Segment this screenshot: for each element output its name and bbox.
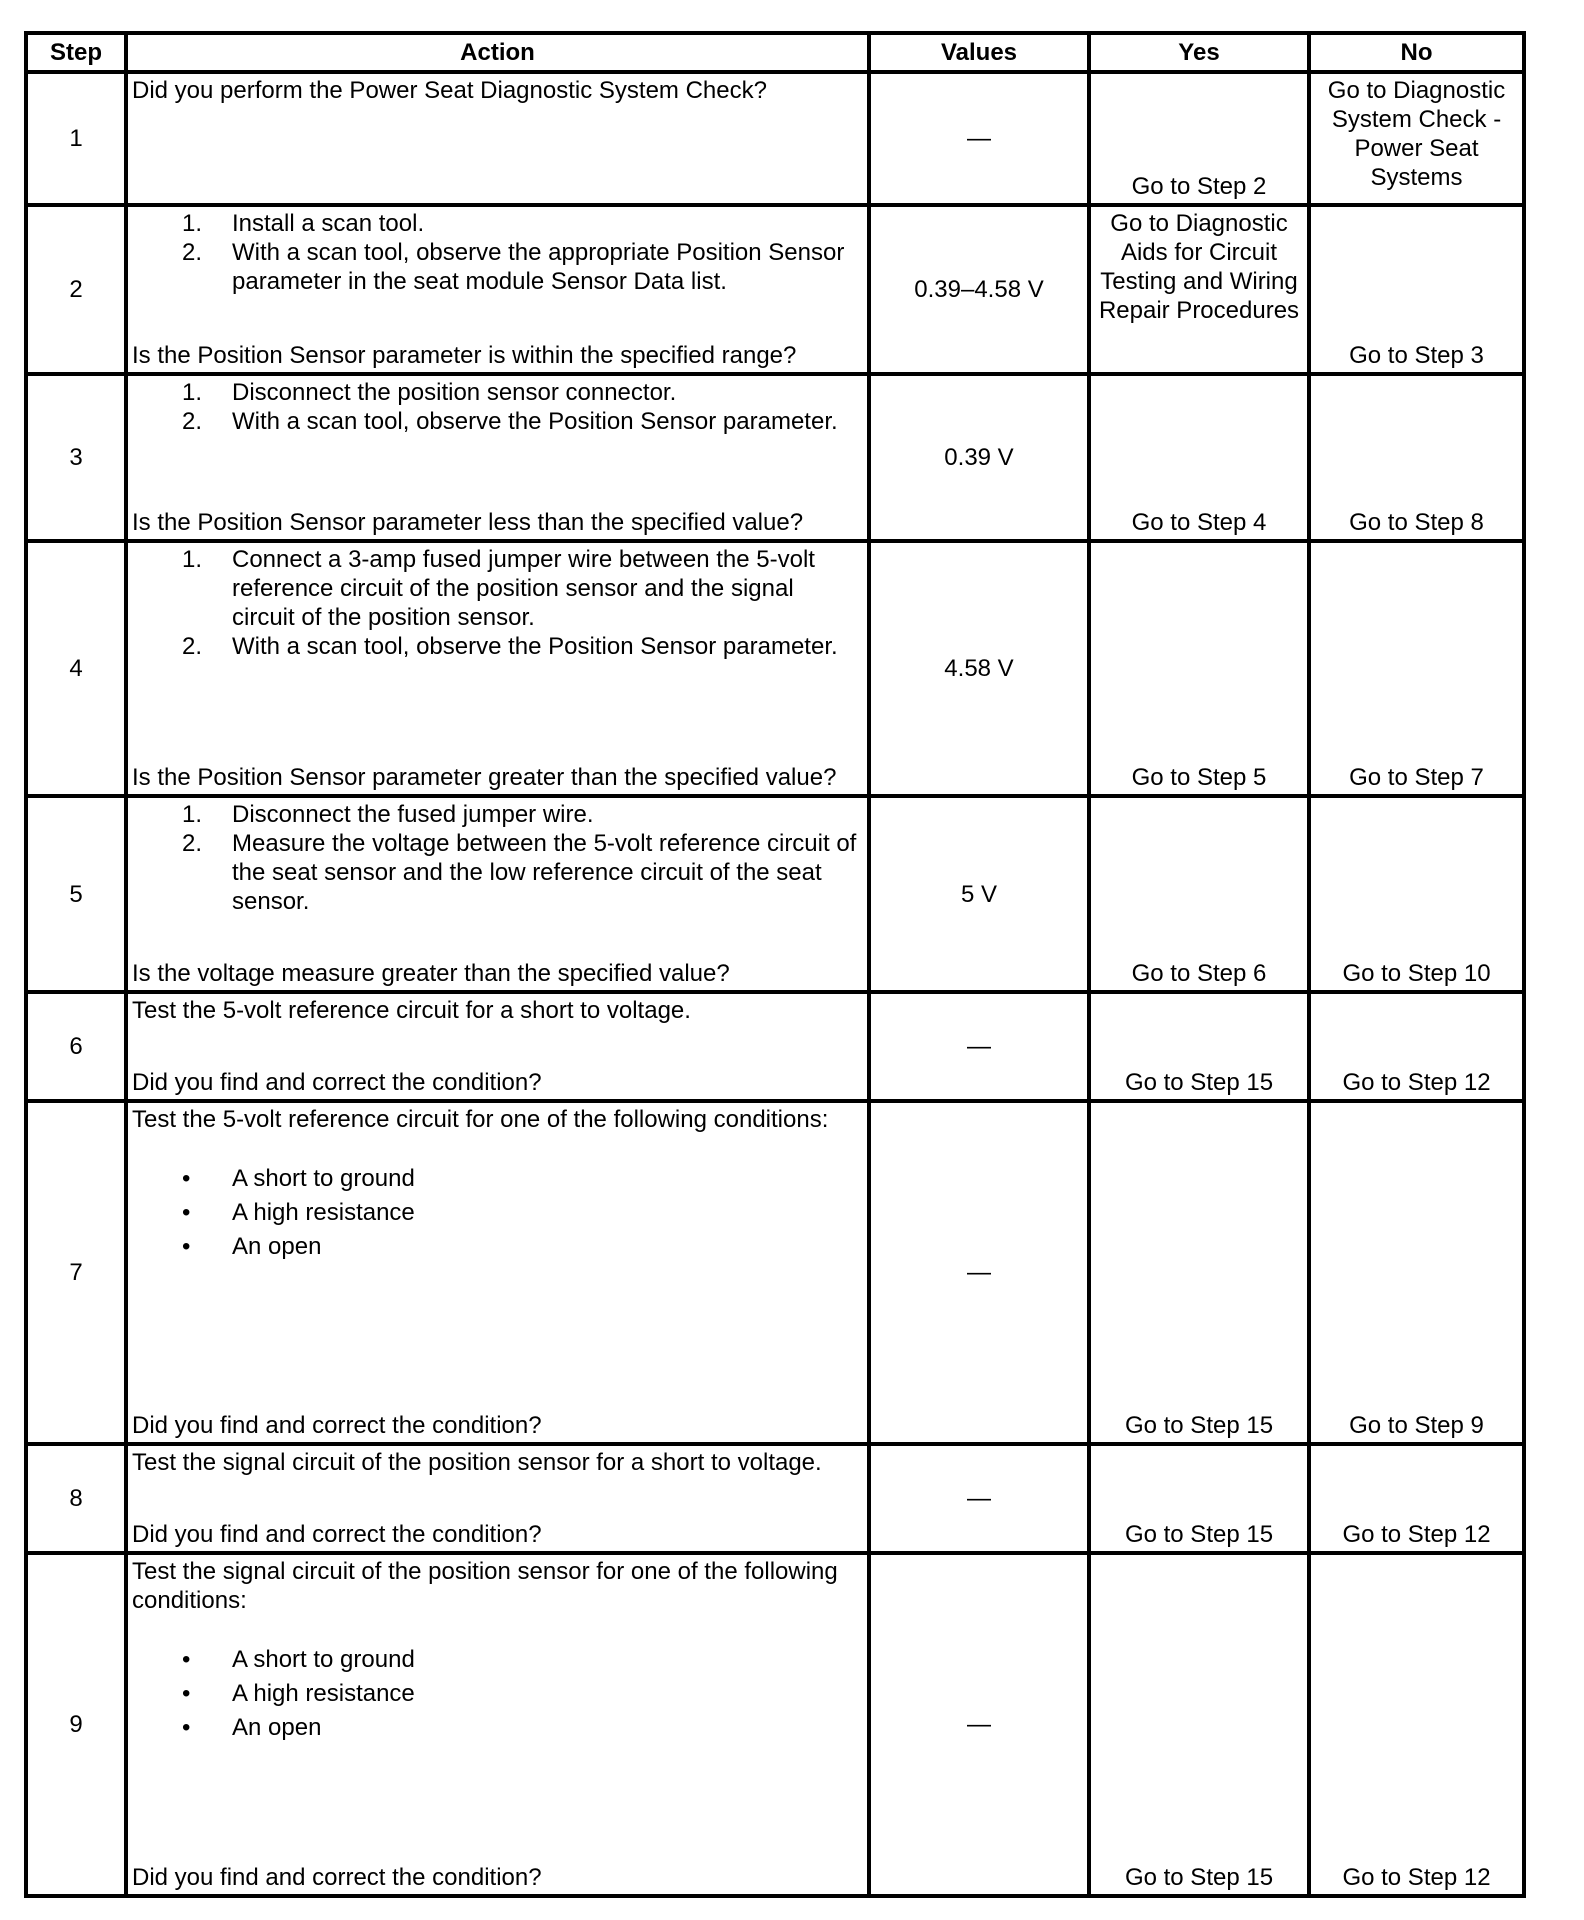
yes-cell: Go to Step 15 bbox=[1089, 1553, 1309, 1896]
no-cell: Go to Diagnostic System Check - Power Seat Systems bbox=[1309, 72, 1524, 205]
header-step: Step bbox=[26, 33, 126, 72]
diagnostic-table bbox=[24, 31, 1526, 1898]
action-cell bbox=[126, 374, 869, 541]
action-text: Test the signal circuit of the position sensor for one of the following conditions: bbox=[132, 1558, 838, 1614]
value-cell: — bbox=[869, 1553, 1089, 1896]
value-cell: 5 V bbox=[869, 796, 1089, 992]
instruction-item: 2. With a scan tool, observe the Position Sensor parameter. bbox=[182, 408, 838, 435]
action-text: Did you perform the Power Seat Diagnostic System Check? bbox=[132, 77, 767, 104]
table-row bbox=[26, 1444, 1524, 1553]
list-item: • An open bbox=[182, 1233, 322, 1260]
yes-cell: Go to Step 15 bbox=[1089, 992, 1309, 1101]
table-row bbox=[26, 374, 1524, 541]
yes-cell: Go to Step 15 bbox=[1089, 1101, 1309, 1444]
action-cell bbox=[126, 1553, 869, 1896]
action-cell bbox=[126, 992, 869, 1101]
step-number: 2 bbox=[26, 205, 126, 374]
list-item: • A short to ground bbox=[182, 1165, 415, 1192]
condition-list bbox=[132, 1643, 859, 1745]
yes-cell: Go to Step 15 bbox=[1089, 1444, 1309, 1553]
action-cell bbox=[126, 1101, 869, 1444]
table-row bbox=[26, 992, 1524, 1101]
action-text: Test the signal circuit of the position sensor for a short to voltage. bbox=[132, 1449, 822, 1476]
list-item: • A high resistance bbox=[182, 1680, 415, 1707]
instruction-item: 2. With a scan tool, observe the appropriate Position Sensor parameter in the seat module Sensor Data list. bbox=[182, 239, 845, 295]
value-cell: 0.39 V bbox=[869, 374, 1089, 541]
yes-cell: Go to Diagnostic Aids for Circuit Testing and Wiring Repair Procedures bbox=[1089, 205, 1309, 374]
action-cell bbox=[126, 1444, 869, 1553]
no-cell: Go to Step 8 bbox=[1309, 374, 1524, 541]
no-cell: Go to Step 12 bbox=[1309, 1444, 1524, 1553]
condition-list bbox=[132, 1162, 859, 1264]
instruction-item: 1. Disconnect the position sensor connector. bbox=[182, 379, 677, 406]
instruction-list bbox=[132, 800, 859, 916]
action-question: Did you find and correct the condition? bbox=[132, 1864, 542, 1891]
action-cell bbox=[126, 205, 869, 374]
instruction-list bbox=[132, 378, 859, 436]
action-question: Is the voltage measure greater than the specified value? bbox=[132, 960, 730, 987]
action-cell bbox=[126, 796, 869, 992]
header-values: Values bbox=[869, 33, 1089, 72]
step-number: 4 bbox=[26, 541, 126, 796]
header-row bbox=[26, 33, 1524, 72]
yes-cell: Go to Step 5 bbox=[1089, 541, 1309, 796]
table-row bbox=[26, 72, 1524, 205]
step-number: 1 bbox=[26, 72, 126, 205]
instruction-item: 2. Measure the voltage between the 5-volt reference circuit of the seat sensor and the low reference circuit of the seat sensor. bbox=[182, 830, 857, 915]
yes-cell: Go to Step 2 bbox=[1089, 72, 1309, 205]
value-cell: — bbox=[869, 1444, 1089, 1553]
header-yes: Yes bbox=[1089, 33, 1309, 72]
list-item: • A short to ground bbox=[182, 1646, 415, 1673]
action-question: Is the Position Sensor parameter is within the specified range? bbox=[132, 342, 797, 369]
no-cell: Go to Step 10 bbox=[1309, 796, 1524, 992]
table-row bbox=[26, 1101, 1524, 1444]
value-cell: — bbox=[869, 1101, 1089, 1444]
list-item: • A high resistance bbox=[182, 1199, 415, 1226]
instruction-item: 2. With a scan tool, observe the Position Sensor parameter. bbox=[182, 633, 838, 660]
instruction-item: 1. Connect a 3-amp fused jumper wire between the 5-volt reference circuit of the position sensor and the signal circuit of the position sensor. bbox=[182, 546, 815, 631]
action-question: Did you find and correct the condition? bbox=[132, 1521, 542, 1548]
instruction-list bbox=[132, 209, 859, 296]
action-text: Test the 5-volt reference circuit for one of the following conditions: bbox=[132, 1106, 829, 1133]
no-cell: Go to Step 9 bbox=[1309, 1101, 1524, 1444]
table-row bbox=[26, 541, 1524, 796]
action-question: Did you find and correct the condition? bbox=[132, 1069, 542, 1096]
table-row bbox=[26, 205, 1524, 374]
action-cell bbox=[126, 541, 869, 796]
header-action: Action bbox=[126, 33, 869, 72]
no-cell: Go to Step 12 bbox=[1309, 1553, 1524, 1896]
table-row bbox=[26, 796, 1524, 992]
value-cell: 0.39–4.58 V bbox=[869, 205, 1089, 374]
action-cell bbox=[126, 72, 869, 205]
action-text: Test the 5-volt reference circuit for a short to voltage. bbox=[132, 997, 691, 1024]
step-number: 8 bbox=[26, 1444, 126, 1553]
step-number: 7 bbox=[26, 1101, 126, 1444]
value-cell: — bbox=[869, 992, 1089, 1101]
instruction-item: 1. Install a scan tool. bbox=[182, 210, 425, 237]
value-cell: — bbox=[869, 72, 1089, 205]
table-row bbox=[26, 1553, 1524, 1896]
action-question: Is the Position Sensor parameter greater than the specified value? bbox=[132, 764, 837, 791]
list-item: • An open bbox=[182, 1714, 322, 1741]
step-number: 5 bbox=[26, 796, 126, 992]
instruction-item: 1. Disconnect the fused jumper wire. bbox=[182, 801, 594, 828]
yes-cell: Go to Step 4 bbox=[1089, 374, 1309, 541]
header-no: No bbox=[1309, 33, 1524, 72]
yes-cell: Go to Step 6 bbox=[1089, 796, 1309, 992]
no-cell: Go to Step 12 bbox=[1309, 992, 1524, 1101]
step-number: 6 bbox=[26, 992, 126, 1101]
action-question: Did you find and correct the condition? bbox=[132, 1412, 542, 1439]
no-cell: Go to Step 3 bbox=[1309, 205, 1524, 374]
action-question: Is the Position Sensor parameter less than the specified value? bbox=[132, 509, 804, 536]
step-number: 9 bbox=[26, 1553, 126, 1896]
step-number: 3 bbox=[26, 374, 126, 541]
value-cell: 4.58 V bbox=[869, 541, 1089, 796]
instruction-list bbox=[132, 545, 859, 661]
no-cell: Go to Step 7 bbox=[1309, 541, 1524, 796]
